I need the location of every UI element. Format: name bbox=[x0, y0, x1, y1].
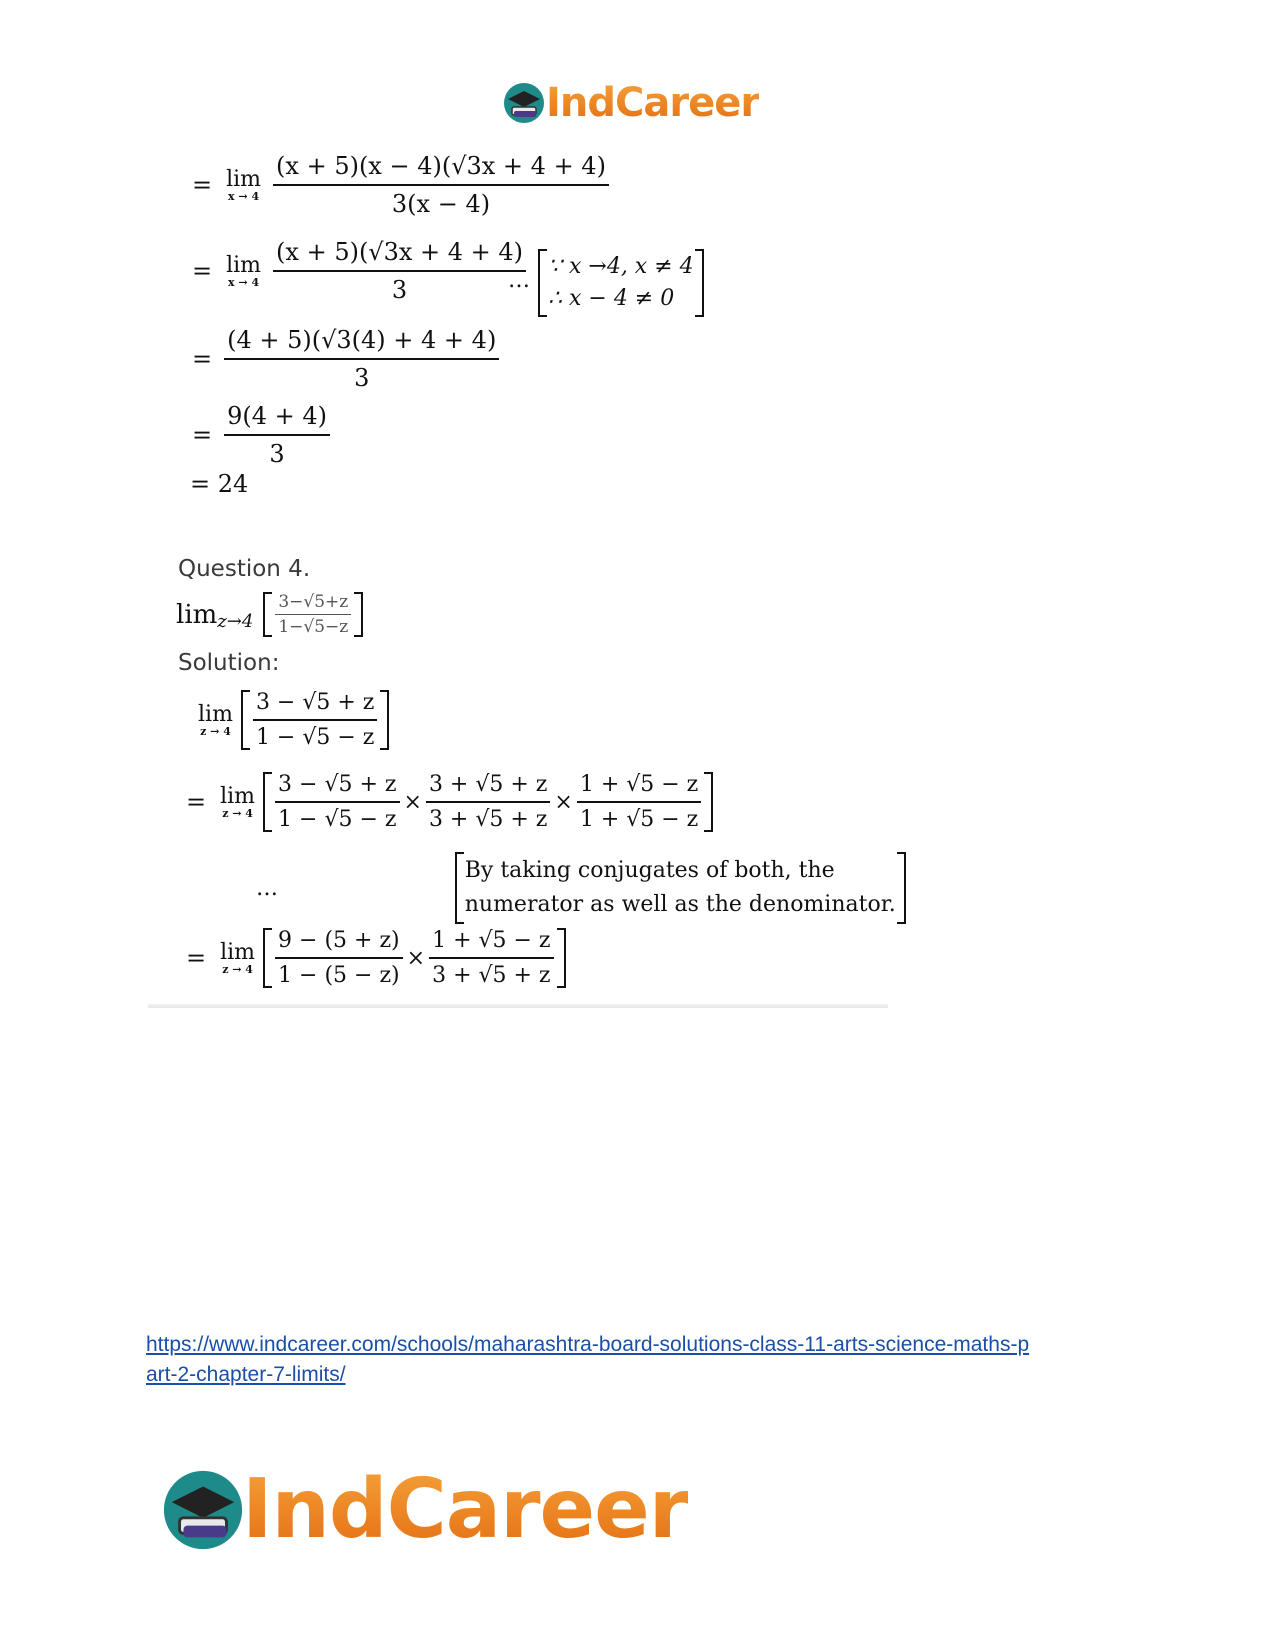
equals-sign: = bbox=[186, 944, 207, 972]
denominator: 3 bbox=[224, 434, 330, 468]
denominator: 3(x − 4) bbox=[273, 184, 609, 218]
fraction bbox=[224, 402, 330, 468]
step-5-result: = 24 bbox=[190, 470, 249, 498]
denominator: 3 bbox=[224, 358, 499, 392]
numerator: 3−√5+z bbox=[278, 592, 349, 612]
question-title: Question 4. bbox=[178, 556, 311, 582]
limit-operator: lim bbox=[176, 599, 218, 630]
limit-operator: lim x → 4 bbox=[226, 253, 262, 289]
fraction-3: $\frac{1 + √5 - z}{1 + √5 - z}$ bbox=[577, 772, 701, 832]
solution-line-1 bbox=[192, 690, 389, 750]
numerator: (x + 5)(x − 4)(√3x + 4 + 4) bbox=[276, 152, 606, 180]
denominator: 3 bbox=[273, 270, 526, 304]
step-3 bbox=[192, 326, 503, 392]
times-sign: × bbox=[554, 789, 573, 815]
equals-sign: = bbox=[192, 345, 213, 373]
times-sign: × bbox=[403, 789, 422, 815]
denominator: 1−√5−z bbox=[275, 614, 351, 637]
denominator: 1 − √5 − z bbox=[253, 719, 377, 750]
image-edge-divider bbox=[148, 1004, 888, 1008]
fraction bbox=[275, 592, 351, 637]
step-1 bbox=[192, 152, 613, 218]
fraction bbox=[253, 690, 377, 750]
numerator: (x + 5)(√3x + 4 + 4) bbox=[276, 238, 524, 266]
equals-sign: = bbox=[192, 421, 213, 449]
condition-line-2: ∴ x − 4 ≠ 0 bbox=[548, 286, 675, 311]
fraction-2: $\frac{1 + √5 - z}{3 + √5 + z}$ bbox=[429, 928, 553, 988]
equals-sign: = bbox=[192, 257, 213, 285]
fraction bbox=[224, 326, 499, 392]
brand-logo-top bbox=[502, 78, 759, 128]
numerator: 9(4 + 4) bbox=[227, 402, 328, 430]
equals-sign: = bbox=[192, 171, 213, 199]
solution-line-2 bbox=[186, 772, 713, 832]
fraction bbox=[273, 238, 526, 304]
expression-bracket bbox=[263, 592, 363, 637]
bracket bbox=[241, 690, 389, 750]
step-4 bbox=[192, 402, 334, 468]
fraction-1: $\frac{9 - (5 + z)}{1 - (5 - z)}$ bbox=[275, 928, 403, 988]
conjugate-note bbox=[455, 852, 906, 924]
bracket bbox=[263, 928, 565, 988]
limit-operator: lim x → 4 bbox=[226, 167, 262, 203]
note-line-2: numerator as well as the denominator. bbox=[464, 892, 896, 917]
ellipsis: … bbox=[508, 268, 530, 293]
note-line-1: By taking conjugates of both, the bbox=[464, 858, 835, 883]
numerator: (4 + 5)(√3(4) + 4 + 4) bbox=[227, 326, 497, 354]
solution-line-3 bbox=[186, 928, 566, 988]
limit-operator: lim z → 4 bbox=[220, 940, 256, 976]
solution-label: Solution: bbox=[178, 650, 280, 676]
question-expression bbox=[176, 592, 363, 637]
fraction-1: $\frac{3 - √5 + z}{1 - √5 - z}$ bbox=[275, 772, 399, 832]
condition-line-1: ∵ x →4, x ≠ 4 bbox=[548, 254, 694, 279]
limit-subscript: z→4 bbox=[217, 611, 254, 632]
times-sign: × bbox=[406, 945, 426, 971]
step-2 bbox=[192, 238, 530, 304]
fraction-2: $\frac{3 + √5 + z}{3 + √5 + z}$ bbox=[426, 772, 550, 832]
limit-operator: lim z → 4 bbox=[198, 702, 233, 738]
bracket bbox=[263, 772, 713, 832]
brand-name: IndCareer bbox=[242, 1462, 689, 1557]
equals-sign: = bbox=[186, 788, 207, 816]
numerator: 3 − √5 + z bbox=[255, 690, 375, 715]
brand-logo-bottom bbox=[160, 1462, 688, 1557]
limit-operator: lim z → 4 bbox=[220, 784, 256, 820]
graduation-cap-book-icon bbox=[502, 81, 546, 125]
condition-bracket bbox=[538, 249, 704, 317]
ellipsis: … bbox=[256, 876, 278, 901]
graduation-cap-book-icon bbox=[160, 1467, 246, 1553]
brand-name: IndCareer bbox=[546, 80, 760, 126]
fraction bbox=[273, 152, 609, 218]
source-link[interactable]: https://www.indcareer.com/schools/maharashtra-board-solutions-class-11-arts-science-maths-p art-2-chapter-7-limits/ bbox=[146, 1333, 1030, 1386]
